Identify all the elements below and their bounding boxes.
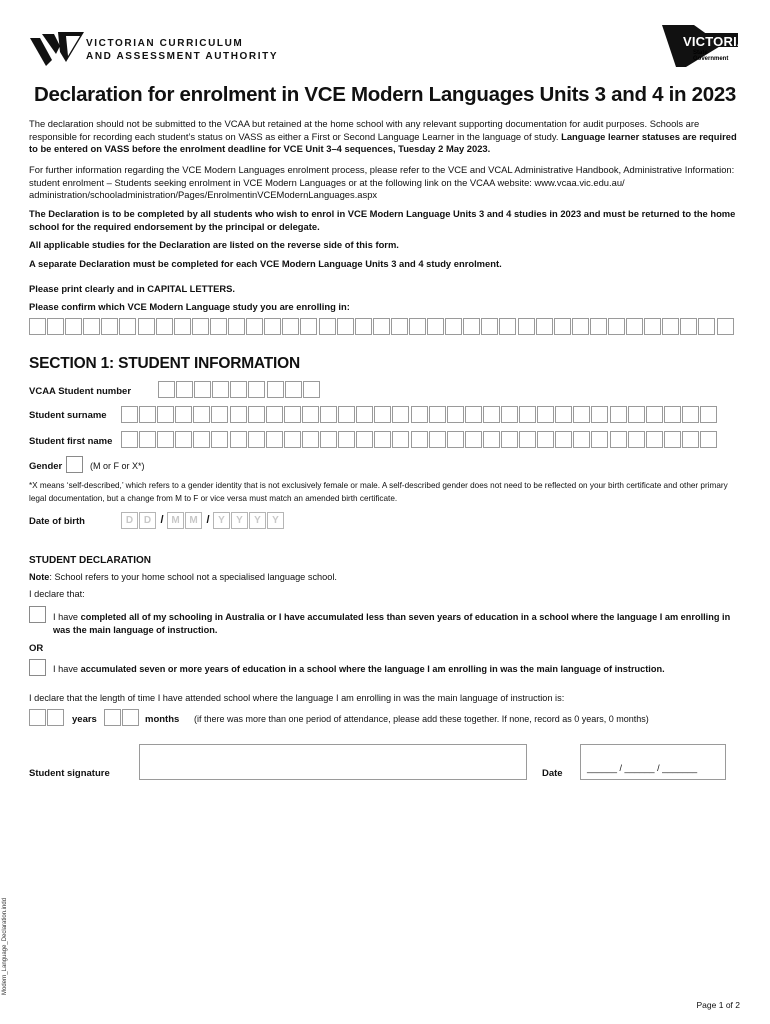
surname-char-box[interactable] (682, 406, 699, 423)
surname-char-box[interactable] (392, 406, 409, 423)
surname-char-box[interactable] (266, 406, 283, 423)
surname-char-box[interactable] (284, 406, 301, 423)
length-text: I declare that the length of time I have attended school where the language I am enrolling in was the main language of instruction is: (29, 693, 565, 703)
firstname-char-box[interactable] (501, 431, 518, 448)
firstname-char-box[interactable] (429, 431, 446, 448)
surname-char-box[interactable] (338, 406, 355, 423)
surname-char-box[interactable] (411, 406, 428, 423)
intro-paragraph-4: All applicable studies for the Declaration are listed on the reverse side of this form. (29, 239, 399, 250)
surname-char-box[interactable] (610, 406, 627, 423)
surname-char-box[interactable] (501, 406, 518, 423)
language-char-box[interactable] (65, 318, 82, 335)
language-char-box[interactable] (156, 318, 173, 335)
months-label: months (145, 714, 180, 725)
firstname-char-box[interactable] (211, 431, 228, 448)
surname-char-box[interactable] (157, 406, 174, 423)
declaration-note: Note: School refers to your home school not a specialised language school. (29, 572, 337, 582)
years-label: years (72, 714, 97, 725)
language-char-box[interactable] (282, 318, 299, 335)
firstname-char-box[interactable] (175, 431, 192, 448)
years-digit-box[interactable] (29, 709, 46, 726)
intro-paragraph-1: The declaration should not be submitted to the VCAA but retained at the home school with any relevant supporting documentation for audit purposes. Schools are responsible for recording each student’s status on VASS as either a First or Second Language Learner in the language of study. Language learner statuses are required to be entered on VASS before the enrolment deadline for VCE Unit 3–4 sequences, Tuesday 2 May 2023. (29, 118, 737, 155)
dob-input[interactable] (121, 512, 285, 529)
surname-char-box[interactable] (519, 406, 536, 423)
language-study-prompt: Please confirm which VCE Modern Language study you are enrolling in: (29, 301, 350, 312)
language-char-box[interactable] (391, 318, 408, 335)
language-char-box[interactable] (499, 318, 516, 335)
dob-year-box[interactable]: Y (213, 512, 230, 529)
surname-char-box[interactable] (211, 406, 228, 423)
surname-char-box[interactable] (320, 406, 337, 423)
signature-box[interactable] (139, 744, 527, 780)
firstname-char-box[interactable] (682, 431, 699, 448)
surname-char-box[interactable] (628, 406, 645, 423)
language-char-box[interactable] (319, 318, 336, 335)
firstname-char-box[interactable] (302, 431, 319, 448)
vcaa-name: VICTORIAN CURRICULUM AND ASSESSMENT AUTHORITY (86, 38, 279, 62)
language-char-box[interactable] (698, 318, 715, 335)
page-number: Page 1 of 2 (696, 1000, 740, 1010)
file-name: Modern_Language_Declaration.indd (2, 897, 8, 995)
surname-char-box[interactable] (356, 406, 373, 423)
surname-char-box[interactable] (555, 406, 572, 423)
date-label: Date (542, 768, 563, 779)
surname-char-box[interactable] (302, 406, 319, 423)
dob-day-box[interactable]: D (121, 512, 138, 529)
language-char-box[interactable] (608, 318, 625, 335)
firstname-char-box[interactable] (139, 431, 156, 448)
firstname-char-box[interactable] (573, 431, 590, 448)
surname-char-box[interactable] (230, 406, 247, 423)
language-char-box[interactable] (210, 318, 227, 335)
state-government-text: State Government (693, 50, 729, 62)
declaration-title: STUDENT DECLARATION (29, 555, 152, 566)
firstname-char-box[interactable] (537, 431, 554, 448)
intro-paragraph-3: The Declaration is to be completed by all students who wish to enrol in VCE Modern Language Units 3 and 4 studies in 2023 and must be returned to the home school for the required endorsement by the principal or delegate. (29, 208, 736, 232)
firstname-char-box[interactable] (338, 431, 355, 448)
firstname-char-box[interactable] (248, 431, 265, 448)
language-char-box[interactable] (101, 318, 118, 335)
language-char-box[interactable] (572, 318, 589, 335)
dob-month-box[interactable]: M (185, 512, 202, 529)
option-1-text: I have completed all of my schooling in Australia or I have accumulated less than seven years of education in a school where the language I am enrolling in was the main language of instruction. (53, 612, 731, 635)
language-char-box[interactable] (119, 318, 136, 335)
language-char-box[interactable] (481, 318, 498, 335)
student-number-digit-box[interactable] (230, 381, 247, 398)
months-input[interactable] (104, 709, 140, 726)
language-char-box[interactable] (717, 318, 734, 335)
firstname-char-box[interactable] (392, 431, 409, 448)
years-input[interactable] (29, 709, 65, 726)
firstname-char-box[interactable] (447, 431, 464, 448)
signature-label: Student signature (29, 768, 110, 779)
surname-char-box[interactable] (429, 406, 446, 423)
language-char-box[interactable] (409, 318, 426, 335)
surname-char-box[interactable] (193, 406, 210, 423)
language-char-box[interactable] (554, 318, 571, 335)
firstname-char-box[interactable] (121, 431, 138, 448)
declare-text: I declare that: (29, 589, 85, 599)
surname-char-box[interactable] (175, 406, 192, 423)
surname-char-box[interactable] (139, 406, 156, 423)
language-char-box[interactable] (463, 318, 480, 335)
firstname-char-box[interactable] (465, 431, 482, 448)
victoria-wordmark: VICTORIA (683, 34, 747, 49)
date-box[interactable] (580, 744, 726, 780)
firstname-char-box[interactable] (284, 431, 301, 448)
surname-char-box[interactable] (248, 406, 265, 423)
firstname-char-box[interactable] (320, 431, 337, 448)
language-char-box[interactable] (192, 318, 209, 335)
language-char-box[interactable] (174, 318, 191, 335)
firstname-input[interactable] (121, 431, 718, 448)
student-number-label: VCAA Student number (29, 386, 132, 397)
language-char-box[interactable] (138, 318, 155, 335)
option-1-checkbox[interactable] (29, 606, 46, 623)
student-number-digit-box[interactable] (303, 381, 320, 398)
student-number-digit-box[interactable] (285, 381, 302, 398)
language-char-box[interactable] (373, 318, 390, 335)
language-char-box[interactable] (680, 318, 697, 335)
language-char-box[interactable] (590, 318, 607, 335)
student-number-digit-box[interactable] (248, 381, 265, 398)
gender-hint: (M or F or X*) (90, 461, 145, 471)
student-number-digit-box[interactable] (158, 381, 175, 398)
dob-separator: / (206, 514, 210, 526)
surname-input[interactable] (121, 406, 718, 423)
student-number-digit-box[interactable] (176, 381, 193, 398)
language-char-box[interactable] (83, 318, 100, 335)
firstname-char-box[interactable] (266, 431, 283, 448)
months-digit-box[interactable] (122, 709, 139, 726)
dob-month-box[interactable]: M (167, 512, 184, 529)
firstname-char-box[interactable] (591, 431, 608, 448)
capital-letters-instruction: Please print clearly and in CAPITAL LETTERS. (29, 283, 235, 294)
surname-char-box[interactable] (573, 406, 590, 423)
dob-year-box[interactable]: Y (231, 512, 248, 529)
months-digit-box[interactable] (104, 709, 121, 726)
dob-day-box[interactable]: D (139, 512, 156, 529)
years-digit-box[interactable] (47, 709, 64, 726)
language-char-box[interactable] (662, 318, 679, 335)
option-2-text: I have accumulated seven or more years of education in a school where the language I am enrolling in was the main language of instruction. (53, 664, 665, 674)
language-char-box[interactable] (47, 318, 64, 335)
firstname-char-box[interactable] (483, 431, 500, 448)
language-char-box[interactable] (445, 318, 462, 335)
or-divider: OR (29, 643, 44, 654)
firstname-char-box[interactable] (628, 431, 645, 448)
option-2-checkbox[interactable] (29, 659, 46, 676)
student-number-digit-box[interactable] (212, 381, 229, 398)
surname-char-box[interactable] (537, 406, 554, 423)
language-char-box[interactable] (246, 318, 263, 335)
firstname-char-box[interactable] (646, 431, 663, 448)
language-char-box[interactable] (355, 318, 372, 335)
language-char-box[interactable] (337, 318, 354, 335)
firstname-char-box[interactable] (157, 431, 174, 448)
surname-char-box[interactable] (591, 406, 608, 423)
date-line: ______ / ______ / _______ (587, 763, 698, 773)
surname-char-box[interactable] (664, 406, 681, 423)
surname-label: Student surname (29, 410, 107, 421)
firstname-label: Student first name (29, 436, 113, 447)
language-char-box[interactable] (264, 318, 281, 335)
length-note: (if there was more than one period of attendance, please add these together. If none, record as 0 years, 0 months) (194, 714, 649, 724)
firstname-char-box[interactable] (555, 431, 572, 448)
firstname-char-box[interactable] (193, 431, 210, 448)
firstname-char-box[interactable] (664, 431, 681, 448)
firstname-char-box[interactable] (610, 431, 627, 448)
gender-note: *X means ‘self-described,’ which refers to a gender identity that is not exclusively female or male. A self-described gender does not need to be reflected on your birth certificate and other primary legal documentation, but a change from M to F or vice versa must match an amended birth certificate. (29, 481, 728, 503)
student-number-digit-box[interactable] (267, 381, 284, 398)
language-char-box[interactable] (518, 318, 535, 335)
surname-char-box[interactable] (465, 406, 482, 423)
language-char-box[interactable] (644, 318, 661, 335)
firstname-char-box[interactable] (411, 431, 428, 448)
surname-char-box[interactable] (700, 406, 717, 423)
gender-input[interactable] (66, 456, 83, 473)
intro-paragraph-2: For further information regarding the VCE Modern Languages enrolment process, please refer to the VCE and VCAL Administrative Handbook, Administrative Information: student enrolment – Students seeking enrolment in VCE Modern Languages or at the following link on the VCAA website: www.vcaa.vic.edu.au/ administration/schooladministration/Pages/EnrolmentinVCEModernLanguages.aspx (29, 164, 735, 201)
language-char-box[interactable] (536, 318, 553, 335)
language-char-box[interactable] (228, 318, 245, 335)
section-1-title: SECTION 1: STUDENT INFORMATION (29, 355, 300, 372)
language-char-box[interactable] (626, 318, 643, 335)
surname-char-box[interactable] (374, 406, 391, 423)
surname-char-box[interactable] (447, 406, 464, 423)
student-number-input[interactable] (158, 381, 321, 398)
dob-label: Date of birth (29, 516, 85, 527)
gender-label: Gender (29, 461, 63, 472)
surname-char-box[interactable] (483, 406, 500, 423)
language-char-box[interactable] (300, 318, 317, 335)
firstname-char-box[interactable] (356, 431, 373, 448)
page-title: Declaration for enrolment in VCE Modern Languages Units 3 and 4 in 2023 (33, 83, 737, 106)
student-number-digit-box[interactable] (194, 381, 211, 398)
dob-separator: / (160, 514, 164, 526)
surname-char-box[interactable] (646, 406, 663, 423)
intro-paragraph-5: A separate Declaration must be completed for each VCE Modern Language Units 3 and 4 study enrolment. (29, 258, 502, 269)
surname-char-box[interactable] (121, 406, 138, 423)
language-char-box[interactable] (29, 318, 46, 335)
language-study-input[interactable] (29, 318, 735, 335)
firstname-char-box[interactable] (230, 431, 247, 448)
vcaa-logo-icon (30, 32, 88, 66)
language-char-box[interactable] (427, 318, 444, 335)
firstname-char-box[interactable] (700, 431, 717, 448)
firstname-char-box[interactable] (519, 431, 536, 448)
firstname-char-box[interactable] (374, 431, 391, 448)
dob-year-box[interactable]: Y (249, 512, 266, 529)
dob-year-box[interactable]: Y (267, 512, 284, 529)
